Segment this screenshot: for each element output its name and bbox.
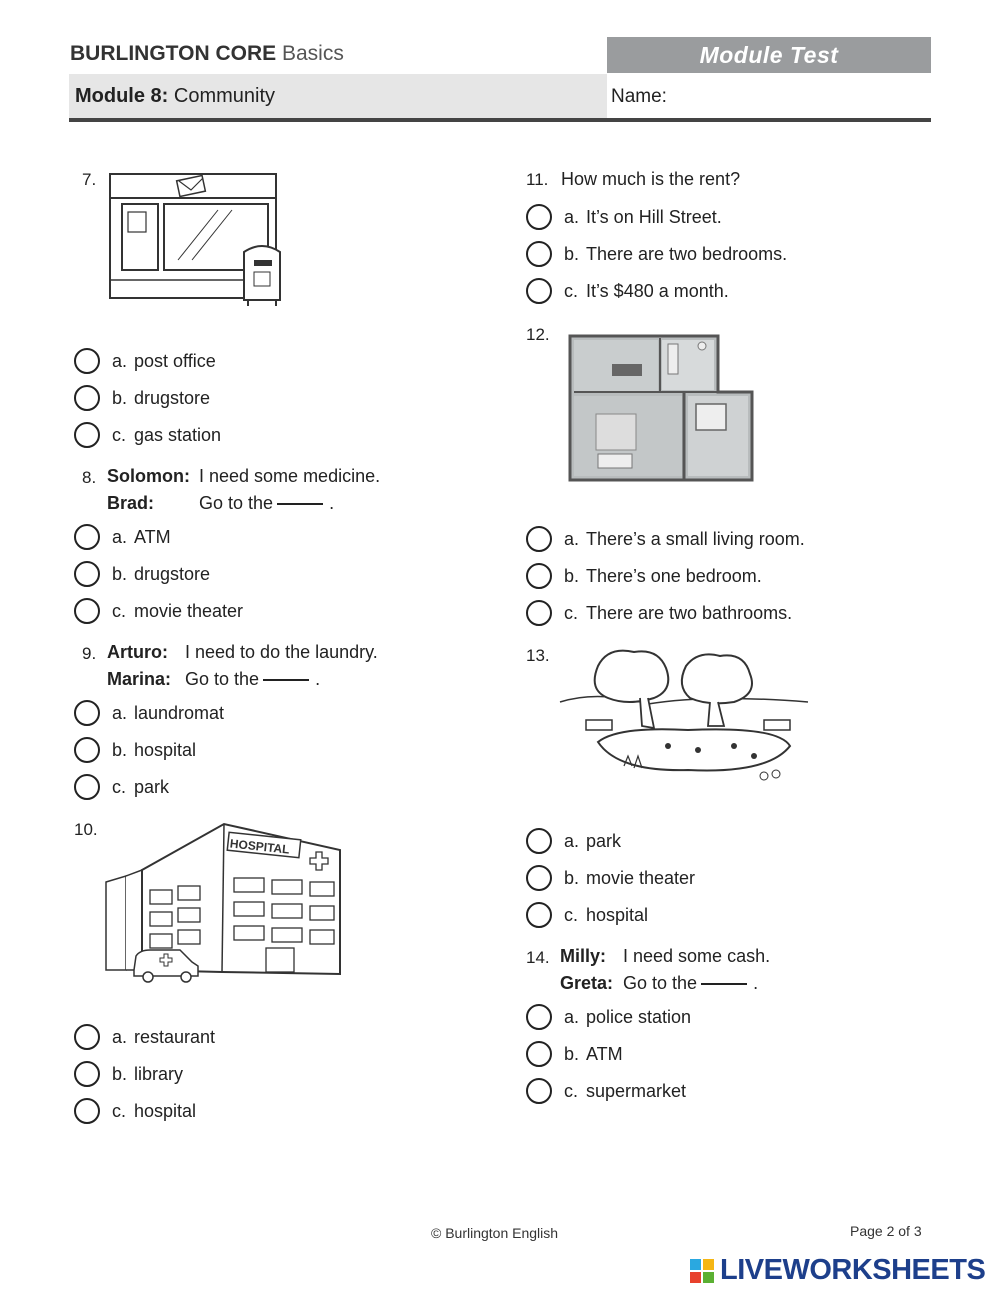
radio-circle[interactable]	[74, 737, 100, 763]
q8-number: 8.	[82, 468, 97, 487]
q11-option-a[interactable]: a. It’s on Hill Street.	[526, 202, 787, 232]
radio-circle[interactable]	[74, 774, 100, 800]
radio-circle[interactable]	[526, 278, 552, 304]
q9-options	[74, 698, 224, 802]
radio-circle[interactable]	[526, 902, 552, 928]
module-test-banner: Module Test	[607, 37, 931, 73]
q10-number: 10.	[74, 820, 98, 839]
q10-option-a[interactable]: a. restaurant	[74, 1022, 215, 1052]
q7-number: 7.	[82, 170, 97, 189]
hospital-sign-text: HOSPITAL	[229, 836, 291, 857]
park-image	[558, 646, 814, 786]
answer-blank	[701, 983, 747, 985]
module-title: Module 8: Community	[75, 85, 276, 107]
radio-circle[interactable]	[74, 598, 100, 624]
q12-option-c[interactable]: c. There are two bathrooms.	[526, 598, 805, 628]
radio-circle[interactable]	[526, 526, 552, 552]
q11-number: 11.	[526, 170, 549, 189]
name-label: Name:	[611, 86, 667, 107]
q8-options	[74, 522, 243, 626]
q12-option-b[interactable]: b. There’s one bedroom.	[526, 561, 805, 591]
q14-options	[526, 1002, 691, 1106]
q13-option-b[interactable]: b. movie theater	[526, 863, 695, 893]
radio-circle[interactable]	[526, 1041, 552, 1067]
q10-options	[74, 1022, 215, 1126]
q10-option-b[interactable]: b. library	[74, 1059, 215, 1089]
floor-plan-image	[568, 334, 754, 484]
q13-number: 13.	[526, 646, 550, 665]
q13-option-c[interactable]: c. hospital	[526, 900, 695, 930]
brand-title: BURLINGTON CORE Basics	[70, 42, 344, 65]
q12-option-a[interactable]: a. There’s a small living room.	[526, 524, 805, 554]
q14-number: 14.	[526, 948, 550, 967]
page-number: Page 2 of 3	[850, 1223, 922, 1239]
hospital-image	[104, 820, 344, 986]
q11-options	[526, 202, 787, 306]
q8-dialogue: Solomon: I need some medicine. Brad: Go to the .	[107, 466, 381, 513]
q13-option-a[interactable]: a. park	[526, 826, 695, 856]
radio-circle[interactable]	[526, 828, 552, 854]
radio-circle[interactable]	[74, 422, 100, 448]
q7-option-a[interactable]: a. post office	[74, 346, 221, 376]
q8-option-a[interactable]: a. ATM	[74, 522, 243, 552]
radio-circle[interactable]	[526, 241, 552, 267]
q7-option-b[interactable]: b. drugstore	[74, 383, 221, 413]
q7-option-c[interactable]: c. gas station	[74, 420, 221, 450]
radio-circle[interactable]	[526, 1078, 552, 1104]
q9-option-b[interactable]: b. hospital	[74, 735, 224, 765]
header-rule	[69, 118, 931, 122]
q9-dialogue: Arturo: I need to do the laundry. Marina: Go to the .	[107, 642, 378, 689]
q14-option-b[interactable]: b. ATM	[526, 1039, 691, 1069]
answer-blank	[277, 503, 323, 505]
q13-options	[526, 826, 695, 930]
radio-circle[interactable]	[74, 524, 100, 550]
radio-circle[interactable]	[74, 1024, 100, 1050]
q10-option-c[interactable]: c. hospital	[74, 1096, 215, 1126]
radio-circle[interactable]	[74, 700, 100, 726]
q9-option-c[interactable]: c. park	[74, 772, 224, 802]
radio-circle[interactable]	[74, 348, 100, 374]
radio-circle[interactable]	[526, 563, 552, 589]
q12-number: 12.	[526, 325, 550, 344]
q9-number: 9.	[82, 644, 97, 663]
post-office-image	[108, 170, 288, 310]
q8-option-c[interactable]: c. movie theater	[74, 596, 243, 626]
q7-options	[74, 346, 221, 450]
q11-option-c[interactable]: c. It’s $480 a month.	[526, 276, 787, 306]
q14-dialogue: Milly: I need some cash. Greta: Go to the .	[560, 946, 771, 993]
radio-circle[interactable]	[74, 561, 100, 587]
q9-option-a[interactable]: a. laundromat	[74, 698, 224, 728]
radio-circle[interactable]	[74, 1098, 100, 1124]
radio-circle[interactable]	[526, 600, 552, 626]
radio-circle[interactable]	[526, 1004, 552, 1030]
q11-option-b[interactable]: b. There are two bedrooms.	[526, 239, 787, 269]
liveworksheets-logo[interactable]: LIVEWORKSHEETS	[690, 1254, 985, 1287]
radio-circle[interactable]	[526, 204, 552, 230]
radio-circle[interactable]	[74, 1061, 100, 1087]
q11-question: How much is the rent?	[561, 169, 741, 189]
q8-option-b[interactable]: b. drugstore	[74, 559, 243, 589]
answer-blank	[263, 679, 309, 681]
radio-circle[interactable]	[74, 385, 100, 411]
q14-option-c[interactable]: c. supermarket	[526, 1076, 691, 1106]
radio-circle[interactable]	[526, 865, 552, 891]
copyright-text: © Burlington English	[431, 1225, 559, 1241]
liveworksheets-icon	[690, 1259, 714, 1283]
q12-options	[526, 524, 805, 628]
q14-option-a[interactable]: a. police station	[526, 1002, 691, 1032]
